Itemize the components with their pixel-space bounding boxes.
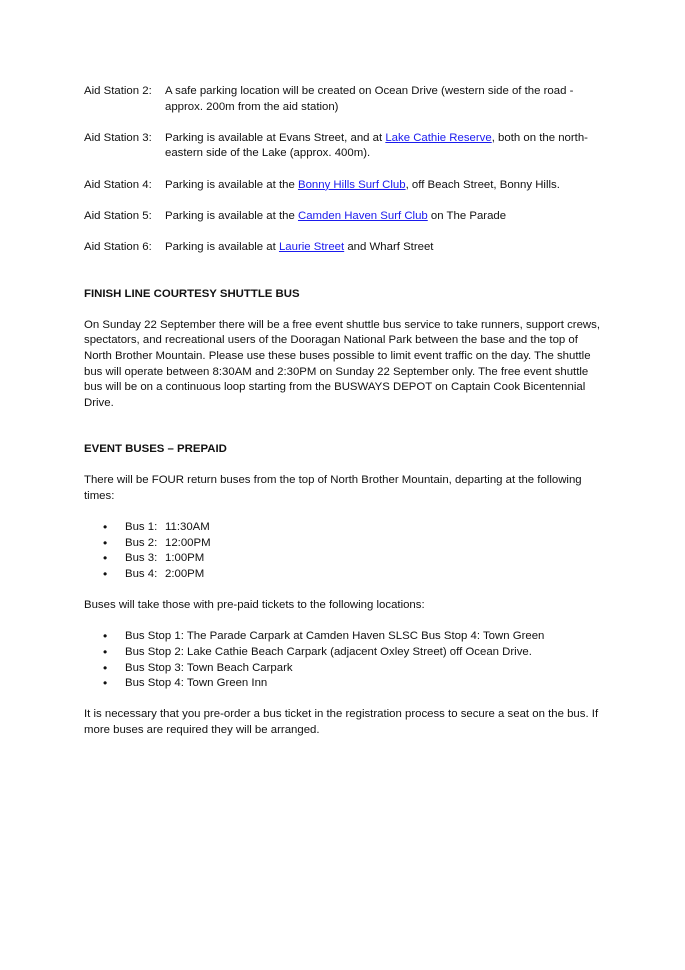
list-item: • Bus 2: 12:00PM: [84, 536, 604, 552]
list-item: • Bus Stop 1: The Parade Carpark at Camden Haven SLSC Bus Stop 4: Town Green: [84, 629, 604, 645]
aid-station-6: [84, 240, 604, 256]
camden-haven-surf-club-link[interactable]: Camden Haven Surf Club: [297, 209, 428, 222]
aid-station-label: Aid Station 2:: [84, 85, 152, 97]
laurie-street-link[interactable]: Laurie Street: [278, 240, 345, 253]
aid-station-label: Aid Station 3:: [84, 131, 152, 144]
event-buses-heading: EVENT BUSES – PREPAID: [84, 443, 227, 456]
aid-station-label: Aid Station 4:: [84, 178, 152, 191]
list-item: • Bus 3: 1:00PM: [84, 551, 604, 567]
aid-station-text: Parking is available at Laurie Street and Wharf Street: [165, 240, 434, 253]
bus-times-list: [84, 520, 604, 582]
aid-station-text: Parking is available at Evans Street, and at Lake Cathie Reserve, both on the north-eastern side of the Lake (approx. 400m).: [165, 131, 588, 160]
lake-cathie-reserve-link[interactable]: Lake Cathie Reserve: [385, 131, 492, 144]
aid-station-text: Parking is available at the Bonny Hills Surf Club, off Beach Street, Bonny Hills.: [165, 178, 560, 191]
list-item: • Bus Stop 2: Lake Cathie Beach Carpark (adjacent Oxley Street) off Ocean Drive.: [84, 645, 604, 661]
bus-stops-list: [84, 629, 604, 691]
shuttle-heading: FINISH LINE COURTESY SHUTTLE BUS: [84, 287, 300, 300]
document-page: [84, 84, 604, 754]
event-buses-intro: There will be FOUR return buses from the top of North Brother Mountain, departing at the following times:: [84, 474, 582, 503]
aid-station-text: A safe parking location will be created on Ocean Drive (western side of the road - approx. 200m from the aid station): [165, 85, 574, 113]
bus-stops-intro: Buses will take those with pre-paid tickets to the following locations:: [84, 599, 425, 612]
bonny-hills-surf-club-link[interactable]: Bonny Hills Surf Club: [297, 178, 406, 191]
aid-station-5: [84, 209, 604, 225]
list-item: • Bus 1: 11:30AM: [84, 520, 604, 536]
aid-station-text: Parking is available at the Camden Haven Surf Club on The Parade: [165, 209, 507, 222]
list-item: • Bus Stop 4: Town Green Inn: [84, 676, 604, 692]
list-item: • Bus 4: 2:00PM: [84, 567, 604, 583]
shuttle-paragraph: On Sunday 22 September there will be a free event shuttle bus service to take runners, support crews, spectators, and recreational users of the Dooragan National Park between the base and the top of North Brother Mountain. Please use these buses possible to limit event traffic on the day. The shuttle bus will operate between 8:30AM and 2:30PM on Sunday 22 September only. The free event shuttle bus will be on a continuous loop starting from the BUSWAYS DEPOT on Captain Cook Bicentennial Drive.: [84, 318, 601, 409]
closing-paragraph: It is necessary that you pre-order a bus ticket in the registration process to secure a seat on the bus. If more buses are required they will be arranged.: [84, 708, 599, 736]
aid-station-label: Aid Station 6:: [84, 240, 152, 253]
aid-station-2: [84, 84, 604, 115]
list-item: • Bus Stop 3: Town Beach Carpark: [84, 661, 604, 677]
aid-station-label: Aid Station 5:: [84, 209, 152, 222]
aid-station-4: [84, 178, 604, 194]
aid-station-3: [84, 131, 604, 162]
